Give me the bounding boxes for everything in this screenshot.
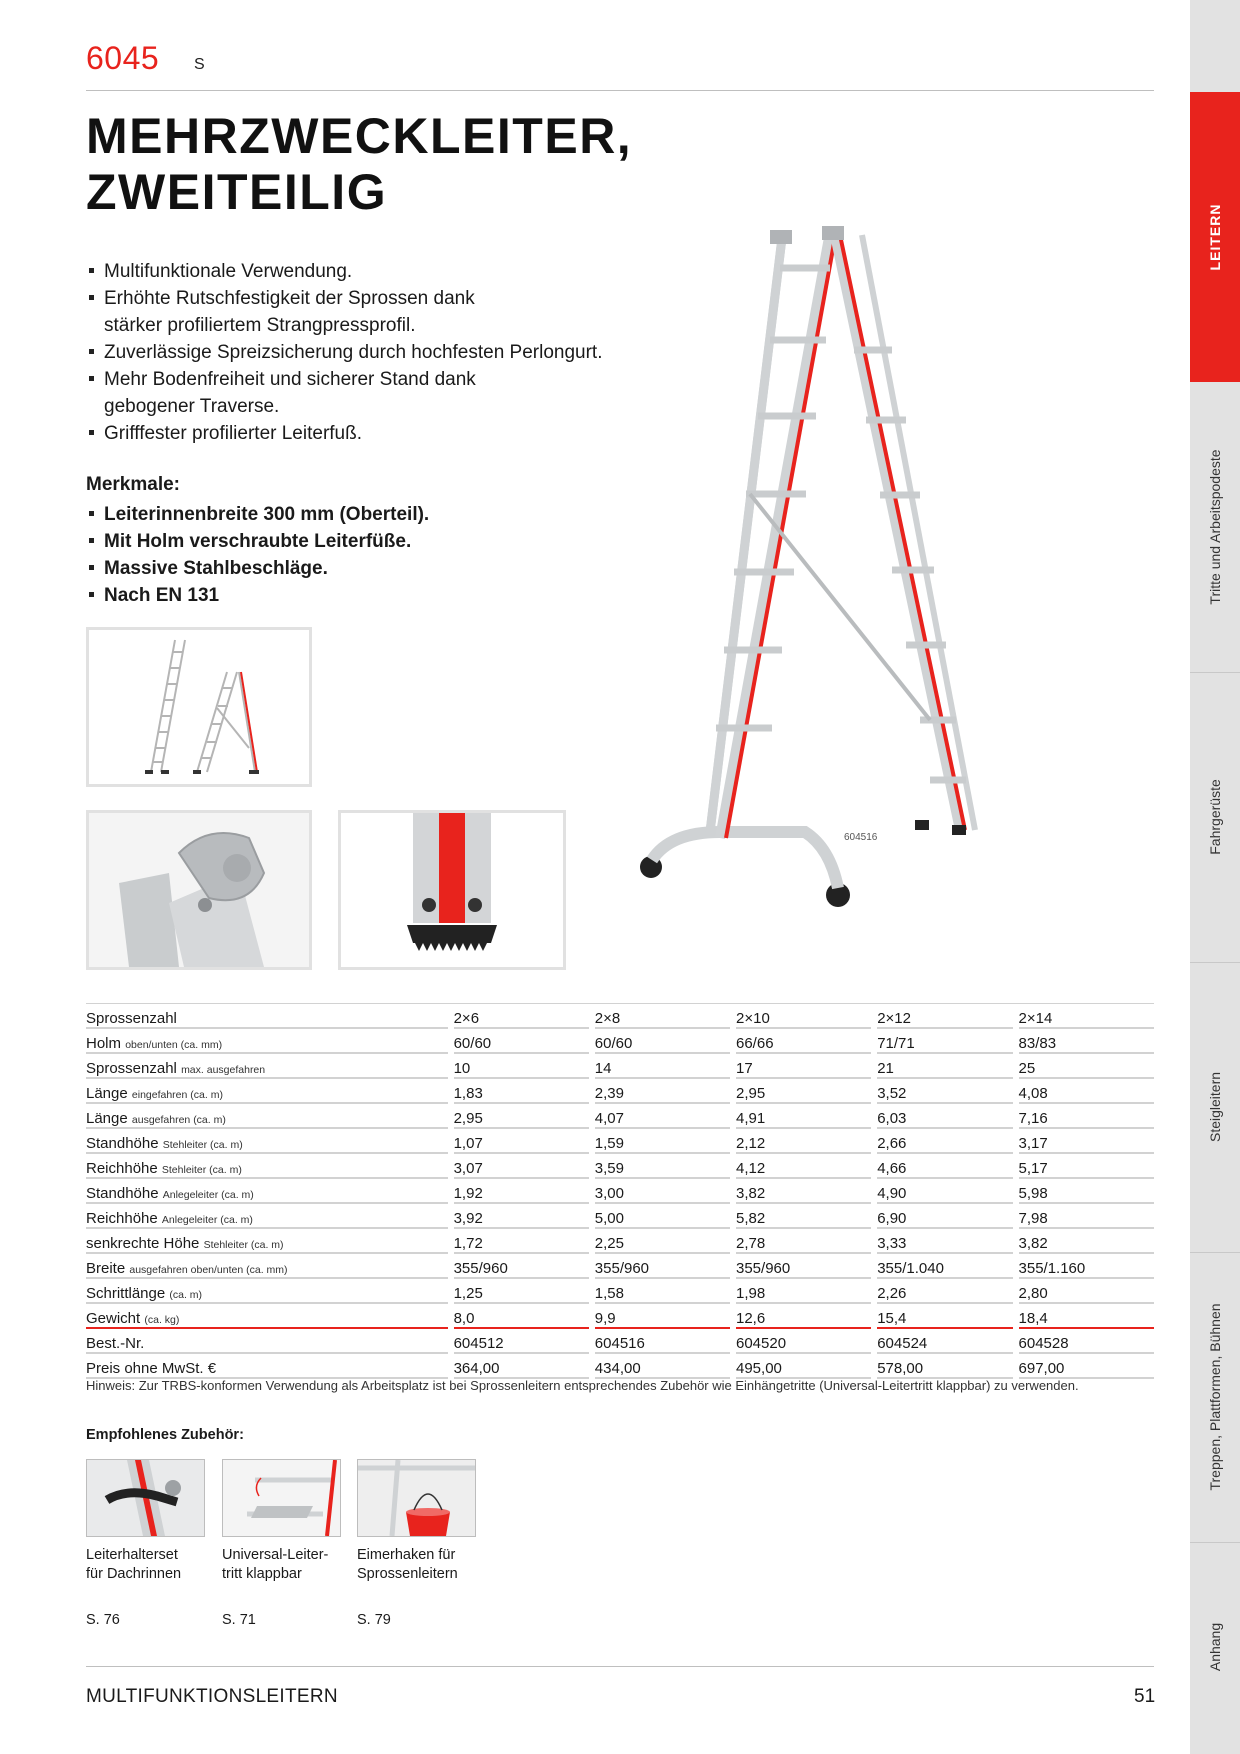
table-cell: 83/83 <box>1019 1029 1154 1054</box>
table-row <box>86 1254 1154 1279</box>
product-suffix: S <box>194 56 205 73</box>
accessory-name-line: Sprossenleitern <box>357 1566 458 1582</box>
table-row <box>86 1054 1154 1079</box>
feature-item: Erhöhte Rutschfestigkeit der Sprossen dank stärker profiliertem Strangpressprofil. <box>86 285 524 339</box>
table-cell: 3,82 <box>1019 1229 1154 1254</box>
table-cell: 3,17 <box>1019 1129 1154 1154</box>
row-label <box>86 1179 448 1204</box>
accessory-name-line: für Dachrinnen <box>86 1566 182 1582</box>
table-row <box>86 1354 1154 1379</box>
main-product-image <box>630 220 1090 920</box>
table-cell: 66/66 <box>736 1029 871 1054</box>
feature-item: Multifunktionale Verwendung. <box>86 258 706 285</box>
accessory-page-ref[interactable]: S. 76 <box>86 1612 120 1628</box>
title-line-1: MEHRZWECKLEITER, <box>86 108 633 164</box>
spec-table <box>86 1003 1154 1379</box>
row-label <box>86 1154 448 1179</box>
gutter-holder-image <box>87 1460 204 1536</box>
table-cell: 21 <box>877 1054 1012 1079</box>
table-cell: 60/60 <box>595 1029 730 1054</box>
table-cell: 5,98 <box>1019 1179 1154 1204</box>
accessory-page-ref[interactable]: S. 79 <box>357 1612 391 1628</box>
ladder-foot-image <box>341 813 563 967</box>
sidebar-tab-tritte[interactable] <box>1190 382 1240 672</box>
thumbnail-ladder-configurations <box>86 627 312 787</box>
row-label <box>86 1254 448 1279</box>
table-cell: 1,83 <box>454 1079 589 1104</box>
accessory-name-line: Leiterhalterset <box>86 1547 178 1563</box>
row-label-main: Breite <box>86 1260 126 1277</box>
accessory-name-line: Universal-Leiter- <box>222 1547 329 1563</box>
product-number: 6045 <box>86 40 160 76</box>
row-label <box>86 1079 448 1104</box>
table-cell: 15,4 <box>877 1304 1012 1329</box>
table-cell: 25 <box>1019 1054 1154 1079</box>
row-label-note: Anlegeleiter (ca. m) <box>161 1214 253 1226</box>
accessory-name-gutter-holder[interactable] <box>86 1546 216 1584</box>
table-cell: 2×8 <box>595 1003 730 1029</box>
sidebar-tab-anhang[interactable] <box>1190 1542 1240 1752</box>
table-cell: 17 <box>736 1054 871 1079</box>
row-label <box>86 1003 448 1029</box>
table-cell: 3,33 <box>877 1229 1012 1254</box>
table-cell: 4,66 <box>877 1154 1012 1179</box>
accessory-name-leitertritt[interactable] <box>222 1546 352 1584</box>
row-label-note: max. ausgefahren <box>181 1064 266 1076</box>
row-label-main: Reichhöhe <box>86 1160 158 1177</box>
table-cell: 1,92 <box>454 1179 589 1204</box>
table-cell: 2,25 <box>595 1229 730 1254</box>
table-cell: 12,6 <box>736 1304 871 1329</box>
page-title <box>86 108 632 220</box>
row-label-main: senkrechte Höhe <box>86 1235 200 1252</box>
row-label <box>86 1229 448 1254</box>
table-cell: 3,00 <box>595 1179 730 1204</box>
table-row <box>86 1304 1154 1329</box>
table-cell: 4,12 <box>736 1154 871 1179</box>
row-label-main: Schrittlänge <box>86 1285 166 1302</box>
merkmal-item: Leiterinnenbreite 300 mm (Oberteil). <box>86 501 686 528</box>
feature-list <box>86 258 706 447</box>
table-cell: 3,59 <box>595 1154 730 1179</box>
row-label-note: Stehleiter (ca. m) <box>203 1239 284 1251</box>
table-cell: 604524 <box>877 1329 1012 1354</box>
table-cell: 604512 <box>454 1329 589 1354</box>
table-row <box>86 1104 1154 1129</box>
hinweis-note: Hinweis: Zur TRBS-konformen Verwendung als Arbeitsplatz ist bei Sprossenleitern entsprechendes Zubehör wie Einhängetritte (Universal-Leitertritt klappbar) zu verwenden. <box>86 1378 1079 1393</box>
table-cell: 355/960 <box>595 1254 730 1279</box>
merkmale-list <box>86 501 686 609</box>
row-label-note: ausgefahren oben/unten (ca. mm) <box>129 1264 288 1276</box>
table-cell: 604516 <box>595 1329 730 1354</box>
table-row <box>86 1154 1154 1179</box>
table-cell: 604528 <box>1019 1329 1154 1354</box>
title-line-2: ZWEITEILIG <box>86 164 388 220</box>
table-cell: 6,03 <box>877 1104 1012 1129</box>
row-label <box>86 1304 448 1329</box>
accessories-heading: Empfohlenes Zubehör: <box>86 1427 244 1443</box>
table-cell: 2×12 <box>877 1003 1012 1029</box>
row-label <box>86 1029 448 1054</box>
row-label-note: Stehleiter (ca. m) <box>162 1139 243 1151</box>
accessory-image-leitertritt[interactable] <box>222 1459 341 1537</box>
feature-item: Grifffester profilierter Leiterfuß. <box>86 420 706 447</box>
row-label-note: Stehleiter (ca. m) <box>161 1164 242 1176</box>
table-cell: 3,82 <box>736 1179 871 1204</box>
accessory-image-eimerhaken[interactable] <box>357 1459 476 1537</box>
table-cell: 1,58 <box>595 1279 730 1304</box>
row-label-main: Holm <box>86 1035 122 1052</box>
table-cell: 1,25 <box>454 1279 589 1304</box>
row-label-note: (ca. kg) <box>144 1314 180 1326</box>
table-cell: 364,00 <box>454 1354 589 1379</box>
table-cell: 355/960 <box>736 1254 871 1279</box>
table-cell: 6,90 <box>877 1204 1012 1229</box>
accessory-name-line: Eimerhaken für <box>357 1547 456 1563</box>
row-label-main: Sprossenzahl <box>86 1010 177 1027</box>
table-cell: 2,26 <box>877 1279 1012 1304</box>
table-cell: 2,80 <box>1019 1279 1154 1304</box>
table-row <box>86 1204 1154 1229</box>
footer-section-title: MULTIFUNKTIONSLEITERN <box>86 1686 338 1707</box>
table-cell: 60/60 <box>454 1029 589 1054</box>
table-cell: 4,07 <box>595 1104 730 1129</box>
table-cell: 5,17 <box>1019 1154 1154 1179</box>
accessory-name-eimerhaken[interactable] <box>357 1546 487 1584</box>
footer-divider <box>86 1666 1154 1667</box>
table-cell: 71/71 <box>877 1029 1012 1054</box>
table-cell: 4,91 <box>736 1104 871 1129</box>
table-cell: 4,90 <box>877 1179 1012 1204</box>
table-cell: 9,9 <box>595 1304 730 1329</box>
table-cell: 355/960 <box>454 1254 589 1279</box>
table-cell: 1,72 <box>454 1229 589 1254</box>
ladder-configurations-image <box>89 630 309 784</box>
leitertritt-image <box>223 1460 340 1536</box>
table-row <box>86 1179 1154 1204</box>
table-cell: 2,95 <box>736 1079 871 1104</box>
row-label <box>86 1354 448 1379</box>
table-cell: 10 <box>454 1054 589 1079</box>
table-cell: 1,07 <box>454 1129 589 1154</box>
table-cell: 8,0 <box>454 1304 589 1329</box>
steel-joint-image <box>89 813 309 967</box>
table-cell: 7,98 <box>1019 1204 1154 1229</box>
merkmal-item: Massive Stahlbeschläge. <box>86 555 686 582</box>
feature-item: Zuverlässige Spreizsicherung durch hochfesten Perlongurt. <box>86 339 706 366</box>
row-label <box>86 1129 448 1154</box>
page-number: 51 <box>1134 1686 1156 1707</box>
row-label-main: Sprossenzahl <box>86 1060 177 1077</box>
sidebar-tab-label: LEITERN <box>1207 203 1223 271</box>
table-cell: 697,00 <box>1019 1354 1154 1379</box>
table-row <box>86 1079 1154 1104</box>
row-label-main: Best.-Nr. <box>86 1335 145 1352</box>
table-row <box>86 1329 1154 1354</box>
row-label-main: Standhöhe <box>86 1135 159 1152</box>
table-row <box>86 1129 1154 1154</box>
table-cell: 3,07 <box>454 1154 589 1179</box>
table-cell: 2,39 <box>595 1079 730 1104</box>
sidebar-tab-fahrgerueste[interactable] <box>1190 672 1240 962</box>
row-label-main: Länge <box>86 1110 128 1127</box>
main-image-caption: 604516 <box>844 832 878 843</box>
table-cell: 2×14 <box>1019 1003 1154 1029</box>
feature-item: Mehr Bodenfreiheit und sicherer Stand dank gebogener Traverse. <box>86 366 544 420</box>
sidebar-tab-label: Fahrgerüste <box>1207 779 1223 855</box>
table-cell: 578,00 <box>877 1354 1012 1379</box>
sidebar-tab-steigleitern[interactable] <box>1190 962 1240 1252</box>
table-cell: 495,00 <box>736 1354 871 1379</box>
table-cell: 14 <box>595 1054 730 1079</box>
row-label-note: oben/unten (ca. mm) <box>125 1039 223 1051</box>
table-cell: 18,4 <box>1019 1304 1154 1329</box>
row-label-main: Reichhöhe <box>86 1210 158 1227</box>
accessory-page-ref[interactable]: S. 71 <box>222 1612 256 1628</box>
accessory-name-line: tritt klappbar <box>222 1566 302 1582</box>
table-cell: 2×10 <box>736 1003 871 1029</box>
row-label-main: Standhöhe <box>86 1185 159 1202</box>
header-divider <box>86 90 1154 91</box>
sidebar-tab-label: Steigleitern <box>1207 1071 1223 1143</box>
merkmal-item: Mit Holm verschraubte Leiterfüße. <box>86 528 686 555</box>
table-cell: 1,98 <box>736 1279 871 1304</box>
table-row <box>86 1003 1154 1029</box>
table-cell: 2×6 <box>454 1003 589 1029</box>
table-cell: 434,00 <box>595 1354 730 1379</box>
table-cell: 604520 <box>736 1329 871 1354</box>
row-label-main: Preis ohne MwSt. € <box>86 1360 217 1377</box>
table-cell: 7,16 <box>1019 1104 1154 1129</box>
row-label <box>86 1054 448 1079</box>
row-label-main: Gewicht <box>86 1310 141 1327</box>
accessory-image-gutter-holder[interactable] <box>86 1459 205 1537</box>
sidebar-tab-leitern[interactable] <box>1190 92 1240 382</box>
thumbnail-ladder-foot <box>338 810 566 970</box>
row-label <box>86 1104 448 1129</box>
table-cell: 5,00 <box>595 1204 730 1229</box>
table-cell: 2,95 <box>454 1104 589 1129</box>
sidebar-tab-label: Treppen, Plattformen, Bühnen <box>1207 1303 1223 1491</box>
table-cell: 2,66 <box>877 1129 1012 1154</box>
row-label <box>86 1329 448 1354</box>
merkmale-heading: Merkmale: <box>86 474 180 495</box>
table-cell: 2,12 <box>736 1129 871 1154</box>
table-row <box>86 1279 1154 1304</box>
table-cell: 2,78 <box>736 1229 871 1254</box>
row-label <box>86 1204 448 1229</box>
table-cell: 355/1.040 <box>877 1254 1012 1279</box>
row-label-note: ausgefahren (ca. m) <box>131 1114 226 1126</box>
table-row <box>86 1029 1154 1054</box>
sidebar-tab-label: Anhang <box>1207 1622 1223 1672</box>
table-cell: 1,59 <box>595 1129 730 1154</box>
sidebar-tab-treppen[interactable] <box>1190 1252 1240 1542</box>
table-cell: 355/1.160 <box>1019 1254 1154 1279</box>
row-label-note: eingefahren (ca. m) <box>131 1089 223 1101</box>
eimerhaken-image <box>358 1460 475 1536</box>
table-cell: 5,82 <box>736 1204 871 1229</box>
thumbnail-steel-joint <box>86 810 312 970</box>
table-row <box>86 1229 1154 1254</box>
row-label <box>86 1279 448 1304</box>
sidebar-tab-label: Tritte und Arbeitspodeste <box>1207 449 1223 605</box>
table-cell: 3,52 <box>877 1079 1012 1104</box>
table-cell: 3,92 <box>454 1204 589 1229</box>
table-cell: 4,08 <box>1019 1079 1154 1104</box>
row-label-note: (ca. m) <box>169 1289 203 1301</box>
row-label-main: Länge <box>86 1085 128 1102</box>
merkmal-item: Nach EN 131 <box>86 582 686 609</box>
row-label-note: Anlegeleiter (ca. m) <box>162 1189 254 1201</box>
